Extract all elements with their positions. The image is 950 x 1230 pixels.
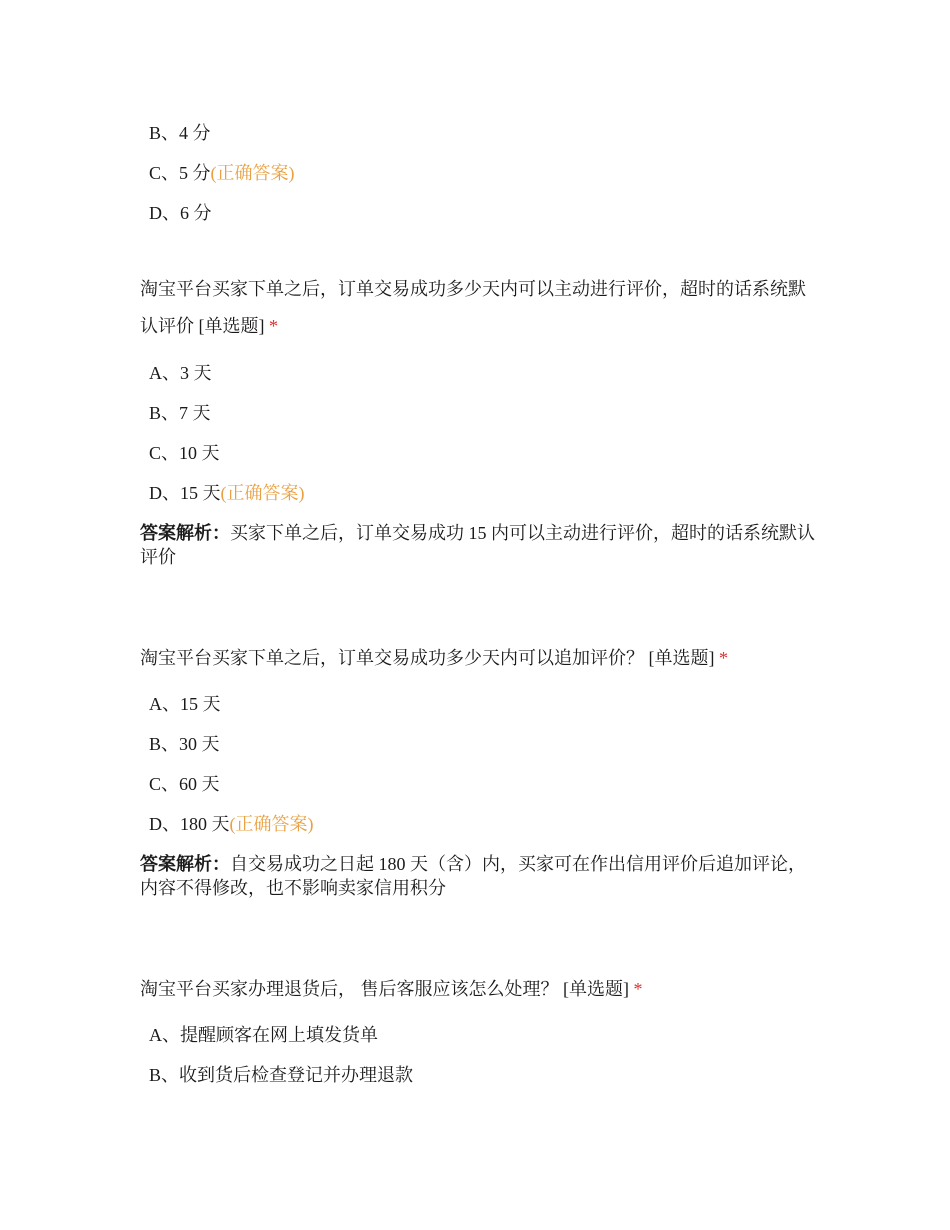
q3-option-b: B、收到货后检查登记并办理退款 — [149, 1065, 414, 1085]
q0-option-c: C、5 分(正确答案) — [149, 163, 295, 183]
q0-option-b: B、4 分 — [149, 123, 211, 143]
q2-question-text: 淘宝平台买家下单之后，订单交易成功多少天内可以追加评价？ [单选题] * — [140, 648, 728, 668]
q3-options — [149, 1015, 413, 1095]
q2-options — [149, 684, 314, 844]
analysis-label: 答案解析： — [140, 523, 230, 543]
required-mark: * — [719, 648, 728, 668]
q1-options — [149, 353, 305, 513]
q1-option-a: A、3 天 — [149, 363, 212, 383]
correct-answer-mark: (正确答案) — [229, 814, 314, 834]
required-mark: * — [269, 316, 278, 336]
q0-option-d: D、6 分 — [149, 203, 212, 223]
q0-options — [149, 113, 295, 233]
q2-option-c: C、60 天 — [149, 774, 220, 794]
q1-question-text: 淘宝平台买家下单之后，订单交易成功多少天内可以主动进行评价，超时的话系统默认评价 [单选题] * — [140, 279, 806, 336]
q3-option-a: A、提醒顾客在网上填发货单 — [149, 1025, 378, 1045]
q2-option-b: B、30 天 — [149, 734, 220, 754]
q1-analysis: 答案解析：买家下单之后，订单交易成功 15 内可以主动进行评价，超时的话系统默认评价 — [140, 523, 815, 567]
q1-option-d: D、15 天(正确答案) — [149, 483, 305, 503]
required-mark: * — [633, 979, 643, 999]
q3-question-text: 淘宝平台买家办理退货后， 售后客服应该怎么处理？ [单选题] * — [140, 979, 643, 999]
correct-answer-mark: (正确答案) — [210, 163, 295, 183]
q1-option-c: C、10 天 — [149, 443, 220, 463]
q2-option-a: A、15 天 — [149, 694, 221, 714]
correct-answer-mark: (正确答案) — [220, 483, 305, 503]
q1-option-b: B、7 天 — [149, 403, 211, 423]
analysis-label: 答案解析： — [140, 854, 230, 874]
q2-option-d: D、180 天(正确答案) — [149, 814, 314, 834]
q2-analysis: 答案解析：自交易成功之日起 180 天（含）内，买家可在作出信用评价后追加评论，内容不得修改，也不影响卖家信用积分 — [140, 854, 806, 898]
